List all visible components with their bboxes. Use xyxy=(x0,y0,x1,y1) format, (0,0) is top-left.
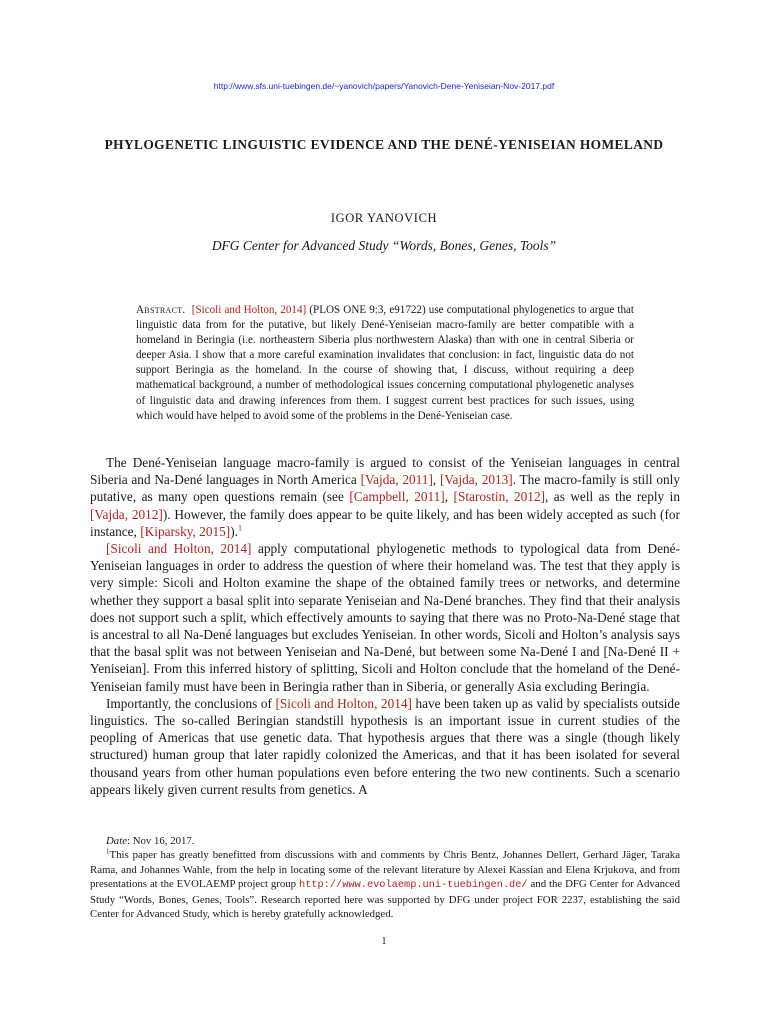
citation-link[interactable]: [Sicoli and Holton, 2014] xyxy=(275,695,412,711)
date-note xyxy=(90,834,680,848)
citation-link[interactable]: [Sicoli and Holton, 2014] xyxy=(106,541,252,557)
page-number: 1 xyxy=(381,935,387,947)
author-affiliation: DFG Center for Advanced Study “Words, Bones, Genes, Tools” xyxy=(211,238,557,253)
text-run: have been taken up as valid by specialists outside linguistics. The so-called Beringian standstill hypothesis is an important issue in current studies of the peopling of Americas that use genetic data. That hypothesis argues that there was a single (though likely structured) human group that later rapidly colonized the Americas, and that it has been isolated for several thousand years from other human populations even before entering the two new continents. Such a scenario appears likely given current results from genetics. A xyxy=(90,695,680,797)
citation-link[interactable]: [Vajda, 2012] xyxy=(90,506,163,522)
paragraph-2 xyxy=(90,540,680,695)
author-name: IGOR YANOVICH xyxy=(330,211,438,225)
citation-link[interactable]: [Campbell, 2011] xyxy=(349,489,445,505)
citation-link[interactable]: [Sicoli and Holton, 2014] xyxy=(191,304,307,316)
body-text xyxy=(90,454,680,798)
footnotes xyxy=(90,834,680,921)
text-run: ). However, the family does appear to be quite likely, and has been widely accepted as such (for instance, xyxy=(90,506,680,539)
text-run: Importantly, the conclusions of xyxy=(106,695,276,711)
abstract-text: (PLOS ONE 9:3, e91722) use computational phylogenetics to argue that linguistic data from for the putative, but likely Dené-Yeniseian macro-family are better compatible with a homeland in Beringia (i.e. northeastern Siberia plus northwestern Alaska) than with one in central Siberia or deeper Asia. I show that a more careful examination invalidates that conclusion: in fact, linguistic data do not support Beringia as the homeland. In the course of showing that, I discuss, without requiring a deep mathematical background, a number of methodological issues concerning computational phylogenetic analyses of linguistic data and drawing inferences from them. I suggest current best practices for such issues, using which would have helped to avoid some of the problems in the Dené-Yeniseian case. xyxy=(136,304,635,422)
text-run: The Dené-Yeniseian language macro-family is argued to consist of the Yeniseian languages in central Siberia and Na-Dené languages in North America xyxy=(90,455,680,488)
citation-link[interactable]: [Kiparsky, 2015] xyxy=(140,523,231,539)
footnote-text: and the DFG Center for Advanced Study “Words, Bones, Genes, Tools”. Research reported here was supported by DFG under project FOR 2237, establishing the said Center for Advanced Study, which is hereby gratefully acknowledged. xyxy=(90,878,680,921)
source-url-link[interactable]: http://www.sfs.uni-tuebingen.de/~yanovich/papers/Yanovich-Dene-Yeniseian-Nov-2017.pdf xyxy=(213,81,555,91)
text-run: apply computational phylogenetic methods to typological data from Dené-Yeniseian languages in order to address the question of where their homeland was. The test that they apply is very simple: Sicoli and Holton examine the shape of the obtained family trees or networks, and determine whether they support a basal split into separate Yeniseian and Na-Dené branches. They find that their analysis does not support such a split, which effectively amounts to saying that there was no Proto-Na-Dené stage that is ancestral to all Na-Dené languages but excludes Yeniseian. In other words, Sicoli and Holton’s analysis says that the basal split was not between Yeniseian and Na-Dené, but between some Na-Dené I and [Na-Dené II + Yeniseian]. From this inferred history of splitting, Sicoli and Holton conclude that the homeland of the Dené-Yeniseian family must have been in Beringia rather than in Siberia, or generally Asia excluding Beringia. xyxy=(90,541,680,694)
text-run: . The macro-family is still only putative, as many open questions remain (see xyxy=(90,472,680,505)
text-run: , xyxy=(444,489,454,505)
paragraph-3 xyxy=(90,695,680,798)
footnote-1 xyxy=(90,848,680,921)
footnote-number: 1 xyxy=(106,847,110,856)
paragraph-1 xyxy=(90,454,680,540)
date-value: : Nov 16, 2017. xyxy=(127,835,195,847)
evolaemp-link[interactable]: http://www.evolaemp.uni-tuebingen.de/ xyxy=(298,879,528,892)
abstract xyxy=(136,303,634,424)
citation-link[interactable]: [Starostin, 2012] xyxy=(453,489,546,505)
citation-link[interactable]: [Vajda, 2011] xyxy=(360,472,433,488)
citation-link[interactable]: [Vajda, 2013] xyxy=(439,472,513,488)
date-label: Date xyxy=(106,835,127,847)
footnote-marker-link[interactable]: 1 xyxy=(237,523,242,533)
text-run: , as well as the reply in xyxy=(545,489,680,505)
text-run: , xyxy=(432,472,440,488)
abstract-label: Abstract. xyxy=(136,304,186,316)
paper-title: PHYLOGENETIC LINGUISTIC EVIDENCE AND THE DENÉ-YENISEIAN HOMELAND xyxy=(104,137,664,152)
text-run: ). xyxy=(230,523,238,539)
footnote-text: This paper has greatly benefitted from discussions with and comments by Chris Bentz, Johannes Dellert, Gerhard Jäger, Taraka Rama, and Johannes Wahle, from the help in locating some of the relevant literature by Alexei Kassian and Elena Krjukova, and from presentations at the EVOLAEMP project group xyxy=(90,849,680,891)
